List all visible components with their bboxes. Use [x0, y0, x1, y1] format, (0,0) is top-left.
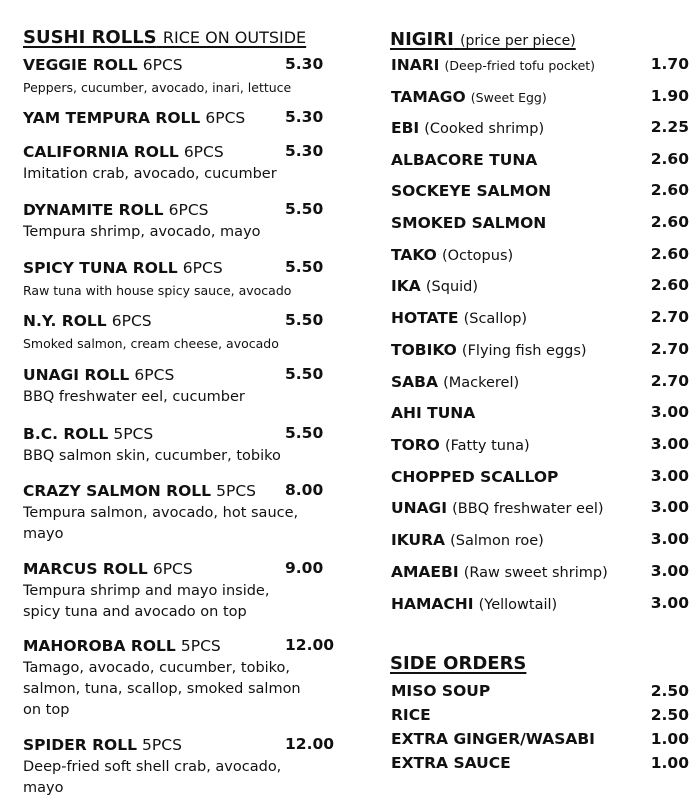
item-price: 8.00	[285, 481, 324, 499]
item-name: HAMACHI	[391, 595, 474, 613]
item-price: 5.30	[285, 55, 324, 73]
item-description: Raw tuna with house spicy sauce, avocado	[23, 283, 292, 298]
item-description: Tempura shrimp, avocado, mayo	[23, 224, 261, 240]
item-price: 5.50	[285, 200, 324, 218]
item-price: 3.00	[650, 498, 689, 516]
item-note: (Scallop)	[463, 311, 528, 327]
item-name: N.Y. ROLL	[23, 312, 107, 330]
item-name: INARI	[391, 56, 440, 74]
side-order-name: EXTRA GINGER/WASABI	[391, 730, 595, 748]
menu-item-name-row	[23, 258, 223, 277]
nigiri-item	[391, 87, 547, 106]
side-order-price: 2.50	[650, 706, 689, 724]
item-name: UNAGI ROLL	[23, 366, 130, 384]
item-price: 2.25	[650, 118, 689, 136]
nigiri-item	[391, 530, 544, 549]
nigiri-item	[391, 340, 587, 359]
item-quantity: 5PCS	[216, 482, 257, 500]
section-title-text: SUSHI ROLLS	[23, 27, 157, 48]
item-name: DYNAMITE ROLL	[23, 201, 164, 219]
item-name: TAMAGO	[391, 88, 466, 106]
item-description: Smoked salmon, cream cheese, avocado	[23, 336, 279, 351]
item-note: (Deep-fried tofu pocket)	[444, 58, 596, 73]
section-title-sushi-rolls	[23, 27, 306, 48]
item-price: 2.60	[650, 276, 689, 294]
item-description: mayo	[23, 526, 64, 542]
item-name: TORO	[391, 436, 440, 454]
item-name: AHI TUNA	[391, 404, 476, 422]
item-quantity: 5PCS	[142, 736, 182, 754]
item-price: 3.00	[650, 530, 689, 548]
item-price: 3.00	[650, 562, 689, 580]
item-note: (Raw sweet shrimp)	[463, 565, 608, 581]
item-name: SPIDER ROLL	[23, 736, 137, 754]
item-description: Tempura salmon, avocado, hot sauce,	[23, 505, 299, 521]
item-description: salmon, tuna, scallop, smoked salmon	[23, 681, 301, 697]
item-price: 5.50	[285, 258, 324, 276]
item-price: 5.50	[285, 311, 324, 329]
item-name: CHOPPED SCALLOP	[391, 468, 559, 486]
nigiri-item	[391, 372, 519, 391]
section-title-text: NIGIRI	[390, 29, 454, 50]
item-name: SPICY TUNA ROLL	[23, 259, 178, 277]
item-price: 2.60	[650, 213, 689, 231]
item-price: 9.00	[285, 559, 324, 577]
menu-item-name-row	[23, 559, 193, 578]
item-name: AMAEBI	[391, 563, 459, 581]
item-price: 1.70	[650, 55, 689, 73]
item-price: 2.60	[650, 245, 689, 263]
section-subtitle: RICE ON OUTSIDE	[162, 28, 307, 47]
item-price: 5.50	[285, 424, 324, 442]
item-name: UNAGI	[391, 499, 448, 517]
item-description: Deep-fried soft shell crab, avocado,	[23, 759, 282, 775]
item-quantity: 6PCS	[182, 259, 223, 277]
section-title-side-orders: SIDE ORDERS	[390, 653, 527, 674]
nigiri-item	[391, 118, 544, 137]
side-order-name: MISO SOUP	[391, 682, 491, 700]
menu-item-name-row	[23, 424, 153, 443]
menu-item-name-row	[23, 142, 224, 161]
item-name: MAHOROBA ROLL	[23, 637, 176, 655]
item-price: 3.00	[650, 467, 689, 485]
item-name: CALIFORNIA ROLL	[23, 143, 179, 161]
item-name: B.C. ROLL	[23, 425, 109, 443]
item-name: YAM TEMPURA ROLL	[23, 109, 201, 127]
nigiri-item	[391, 245, 513, 264]
nigiri-item	[391, 435, 530, 454]
item-description: mayo	[23, 780, 64, 796]
nigiri-item	[391, 467, 558, 486]
item-note: (Octopus)	[441, 248, 514, 264]
item-name: MARCUS ROLL	[23, 560, 148, 578]
item-quantity: 6PCS	[134, 366, 175, 384]
item-name: SABA	[391, 373, 438, 391]
item-note: (BBQ freshwater eel)	[452, 501, 604, 517]
menu-item-name-row	[23, 200, 209, 219]
item-description: Peppers, cucumber, avocado, inari, lettuce	[23, 80, 292, 95]
side-order-price: 1.00	[650, 730, 689, 748]
item-price: 12.00	[285, 636, 335, 654]
item-price: 5.30	[285, 142, 324, 160]
item-quantity: 5PCS	[180, 637, 221, 655]
item-note: (Flying fish eggs)	[461, 343, 587, 359]
item-price: 12.00	[285, 735, 335, 753]
item-name: EBI	[391, 119, 420, 137]
side-order-price: 1.00	[650, 754, 689, 772]
item-note: (Squid)	[425, 279, 479, 295]
item-price: 5.30	[285, 108, 324, 126]
section-title-nigiri	[390, 29, 576, 50]
item-name: IKA	[391, 277, 421, 295]
item-name: SOCKEYE SALMON	[391, 182, 552, 200]
item-name: TAKO	[391, 246, 437, 264]
nigiri-item	[391, 276, 478, 295]
item-name: HOTATE	[391, 309, 459, 327]
item-quantity: 6PCS	[111, 312, 152, 330]
item-quantity: 5PCS	[113, 425, 154, 443]
item-description: on top	[23, 702, 70, 718]
item-note: (Cooked shrimp)	[424, 121, 545, 137]
item-note: (Mackerel)	[443, 375, 520, 391]
item-name: CRAZY SALMON ROLL	[23, 482, 212, 500]
item-price: 3.00	[650, 435, 689, 453]
item-price: 2.60	[650, 150, 689, 168]
menu-item-name-row	[23, 311, 152, 330]
nigiri-item	[391, 594, 557, 613]
nigiri-item	[391, 181, 551, 200]
nigiri-item	[391, 562, 608, 581]
item-price: 2.70	[650, 308, 689, 326]
item-quantity: 6PCS	[142, 56, 183, 74]
item-description: BBQ freshwater eel, cucumber	[23, 389, 245, 405]
item-description: spicy tuna and avocado on top	[23, 604, 247, 620]
item-name: SMOKED SALMON	[391, 214, 547, 232]
item-description: BBQ salmon skin, cucumber, tobiko	[23, 448, 281, 464]
item-quantity: 6PCS	[152, 560, 193, 578]
menu-item-name-row	[23, 365, 174, 384]
item-price: 2.70	[650, 372, 689, 390]
side-order-name: RICE	[391, 706, 431, 724]
nigiri-item	[391, 150, 537, 169]
item-price: 3.00	[650, 594, 689, 612]
item-name: VEGGIE ROLL	[23, 56, 138, 74]
item-quantity: 6PCS	[205, 109, 246, 127]
menu-item-name-row	[23, 735, 182, 754]
nigiri-item	[391, 498, 604, 517]
menu-item-name-row	[23, 636, 221, 655]
side-order-price: 2.50	[650, 682, 689, 700]
item-description: Tamago, avocado, cucumber, tobiko,	[23, 660, 291, 676]
item-price: 2.70	[650, 340, 689, 358]
item-price: 5.50	[285, 365, 324, 383]
item-name: ALBACORE TUNA	[391, 151, 538, 169]
item-description: Imitation crab, avocado, cucumber	[23, 166, 277, 182]
nigiri-item	[391, 213, 546, 232]
item-price: 2.60	[650, 181, 689, 199]
nigiri-item	[391, 55, 595, 74]
nigiri-item	[391, 403, 475, 422]
item-note: (Sweet Egg)	[470, 90, 547, 105]
menu-item-name-row	[23, 55, 183, 74]
item-price: 1.90	[650, 87, 689, 105]
item-note: (Salmon roe)	[450, 533, 544, 549]
menu-item-name-row	[23, 481, 256, 500]
item-note: (Yellowtail)	[478, 597, 558, 613]
item-price: 3.00	[650, 403, 689, 421]
item-description: Tempura shrimp and mayo inside,	[23, 583, 270, 599]
menu-item-name-row	[23, 108, 245, 127]
item-note: (Fatty tuna)	[444, 438, 530, 454]
item-quantity: 6PCS	[168, 201, 209, 219]
item-name: IKURA	[391, 531, 446, 549]
item-name: TOBIKO	[391, 341, 457, 359]
item-quantity: 6PCS	[183, 143, 224, 161]
nigiri-item	[391, 308, 527, 327]
side-order-name: EXTRA SAUCE	[391, 754, 511, 772]
section-subtitle: (price per piece)	[460, 33, 576, 49]
